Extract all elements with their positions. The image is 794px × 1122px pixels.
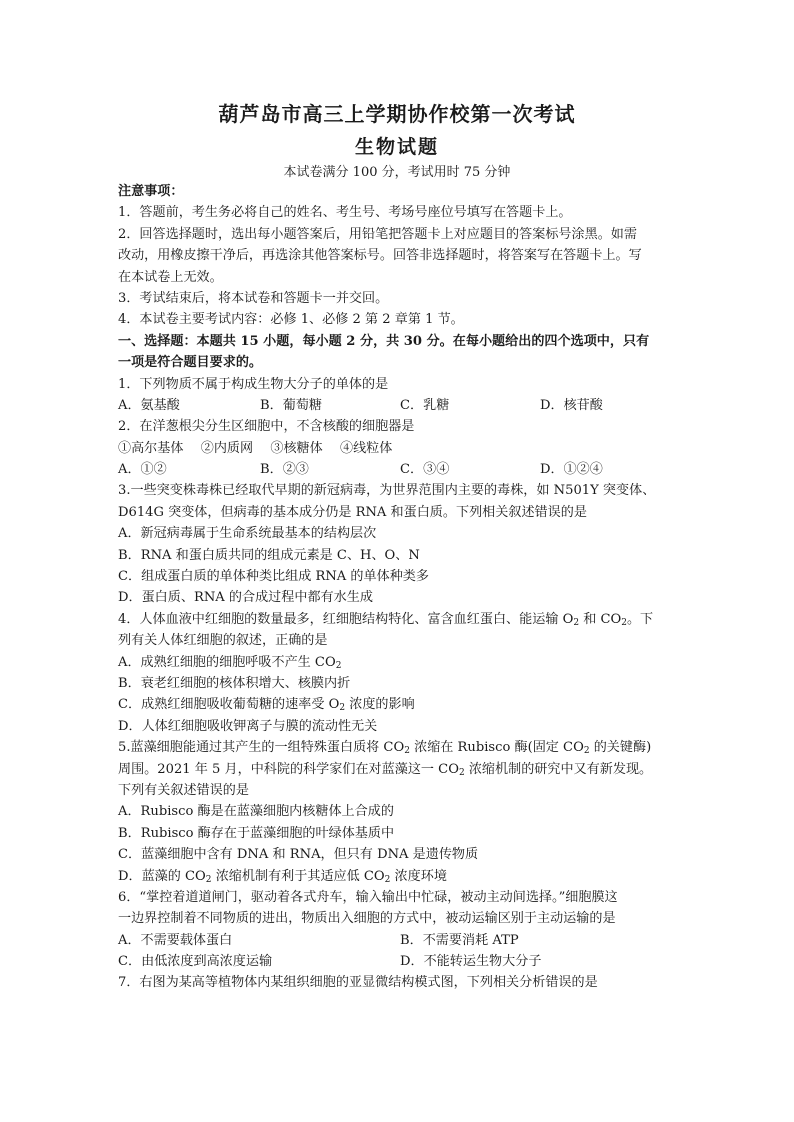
q5-option-c: C．蓝藻细胞中含有 DNA 和 RNA，但只有 DNA 是遗传物质 [118, 847, 479, 863]
q5-option-a: A．Rubisco 酶是在蓝藻细胞内核糖体上合成的 [118, 804, 394, 820]
note-line: 1．答题前，考生务必将自己的姓名、考生号、考场号座位号填写在答题卡上。 [118, 205, 572, 221]
q1-option-d: D．核苷酸 [540, 397, 603, 413]
q4-stem [118, 609, 680, 630]
q5-stem-text: 浓缩机制的研究中又有新发现。 [464, 761, 653, 777]
q5-stem-text: 5.蓝藻细胞能通过其产生的一组特殊蛋白质将 CO [118, 740, 405, 756]
subscript: 2 [458, 767, 465, 778]
q7-stem: 7．右图为某高等植物体内某组织细胞的亚显微结构模式图，下列相关分析错误的是 [118, 975, 598, 991]
q4-option-c-text: C．成熟红细胞吸收葡萄糖的速率受 O [118, 697, 340, 713]
q5-option-b: B．Rubisco 酶存在于蓝藻细胞的叶绿体基质中 [118, 825, 395, 841]
q4-option-d: D．人体红细胞吸收钾离子与膜的流动性无关 [118, 718, 378, 734]
q6-stem-cont: 一边界控制着不同物质的进出，物质出入细胞的方式中，被动运输区别于主动运输的是 [118, 911, 616, 927]
q3-stem: 3.一些突变株毒株已经取代早期的新冠病毒，为世界范围内主要的毒株，如 N501Y 突变体、 [118, 483, 656, 499]
q3-stem-cont: D614G 突变体，但病毒的基本成分仍是 RNA 和蛋白质。下列相关叙述错误的是 [118, 504, 587, 520]
q4-stem-text: 和 CO [579, 611, 622, 627]
q5-option-d-text: 浓度环境 [390, 868, 447, 884]
q5-stem-cont: 下列有关叙述错误的是 [118, 782, 249, 798]
q2-option-d: D．①②④ [540, 462, 603, 478]
q3-option-a: A．新冠病毒属于生命系统最基本的结构层次 [118, 526, 377, 542]
subscript: 2 [205, 874, 212, 885]
q4-option-c-text: 浓度的影响 [345, 697, 415, 713]
q5-option-d-text: D．蓝藻的 CO [118, 868, 206, 884]
exam-body [118, 181, 680, 994]
q1-options [118, 395, 680, 416]
q6-option-c: C．由低浓度到高浓度运输 [118, 954, 273, 970]
subject-title: 生物试题 [354, 136, 439, 158]
q5-stem-cont [118, 759, 680, 780]
q4-option-c [118, 694, 680, 715]
q6-options-row2 [118, 951, 680, 972]
exam-title: 葫芦岛市高三上学期协作校第一次考试 [218, 102, 576, 126]
q2-option-b: B．②③ [260, 462, 309, 478]
section-heading-cont: 一项是符合题目要求的。 [118, 355, 263, 371]
q5-stem-text: 浓缩在 Rubisco 酶(固定 CO [409, 740, 584, 756]
q2-option-a: A．①② [118, 462, 167, 478]
exam-info: 本试卷满分 100 分，考试用时 75 分钟 [283, 165, 511, 180]
q4-option-b: B．衰老红细胞的核体积增大、核膜内折 [118, 675, 351, 691]
subscript: 2 [384, 874, 391, 885]
q1-option-b: B．葡萄糖 [260, 397, 322, 413]
note-line: 3．考试结束后，将本试卷和答题卡一并交回。 [118, 290, 389, 306]
q2-stem: 2．在洋葱根尖分生区细胞中，不含核酸的细胞器是 [118, 419, 415, 435]
q1-stem: 1．下列物质不属于构成生物大分子的单体的是 [118, 376, 389, 392]
q1-option-a: A．氨基酸 [118, 397, 180, 413]
note-line: 2．回答选择题时，选出每小题答案后，用铅笔把答题卡上对应题目的答案标号涂黑。如需 [118, 226, 637, 242]
q5-option-d [118, 866, 680, 887]
q5-option-d-text: 浓缩机制有利于其适应低 CO [211, 868, 385, 884]
subscript: 2 [404, 746, 410, 757]
note-line: 在本试卷上无效。 [118, 269, 223, 285]
q6-option-b: B．不需要消耗 ATP [400, 932, 519, 948]
q2-options [118, 459, 680, 480]
q4-stem-text: 4．人体血液中红细胞的数量最多，红细胞结构特化、富含血红蛋白、能运输 O [118, 611, 574, 627]
q3-option-b: B．RNA 和蛋白质共同的组成元素是 C、H、O、N [118, 547, 420, 563]
q6-options-row1 [118, 930, 680, 951]
q4-option-a [118, 652, 680, 673]
q2-option-c: C．③④ [400, 462, 450, 478]
q4-stem-cont: 列有关人体红细胞的叙述，正确的是 [118, 633, 328, 649]
q6-stem: 6．“掌控着道道闸门，驱动着各式舟车，输入输出中忙碌，被动主动间选择。”细胞膜这 [118, 889, 618, 905]
q5-stem-text: 的关键酶) [589, 740, 652, 756]
q6-option-a: A．不需要载体蛋白 [118, 932, 233, 948]
q6-option-d: D．不能转运生物大分子 [400, 954, 542, 970]
subscript: 2 [583, 746, 590, 757]
q3-option-d: D．蛋白质、RNA 的合成过程中都有水生成 [118, 590, 373, 606]
note-line: 4．本试卷主要考试内容：必修 1、必修 2 第 2 章第 1 节。 [118, 312, 464, 328]
q4-stem-text: 。下 [626, 611, 654, 627]
subscript: 2 [339, 703, 346, 714]
q3-option-c: C．组成蛋白质的单体种类比组成 RNA 的单体种类多 [118, 569, 429, 585]
notes-heading: 注意事项： [118, 184, 184, 199]
subscript: 2 [621, 617, 627, 628]
q4-option-a-text: A．成熟红细胞的细胞呼吸不产生 CO [118, 654, 336, 670]
q5-stem [118, 737, 680, 758]
note-line: 改动，用橡皮擦干净后，再选涂其他答案标号。回答非选择题时，将答案写在答题卡上。写 [118, 248, 642, 264]
q1-option-c: C．乳糖 [400, 397, 450, 413]
section-heading: 一、选择题：本题共 15 小题，每小题 2 分，共 30 分。在每小题给出的四个选项中，只有 [118, 333, 650, 349]
q2-items: ①高尔基体 ②内质网 ③核糖体 ④线粒体 [118, 440, 393, 456]
q5-stem-text: 周围。2021 年 5 月，中科院的科学家们在对蓝藻这一 CO [118, 761, 459, 777]
subscript: 2 [335, 660, 342, 671]
subscript: 2 [573, 617, 580, 628]
